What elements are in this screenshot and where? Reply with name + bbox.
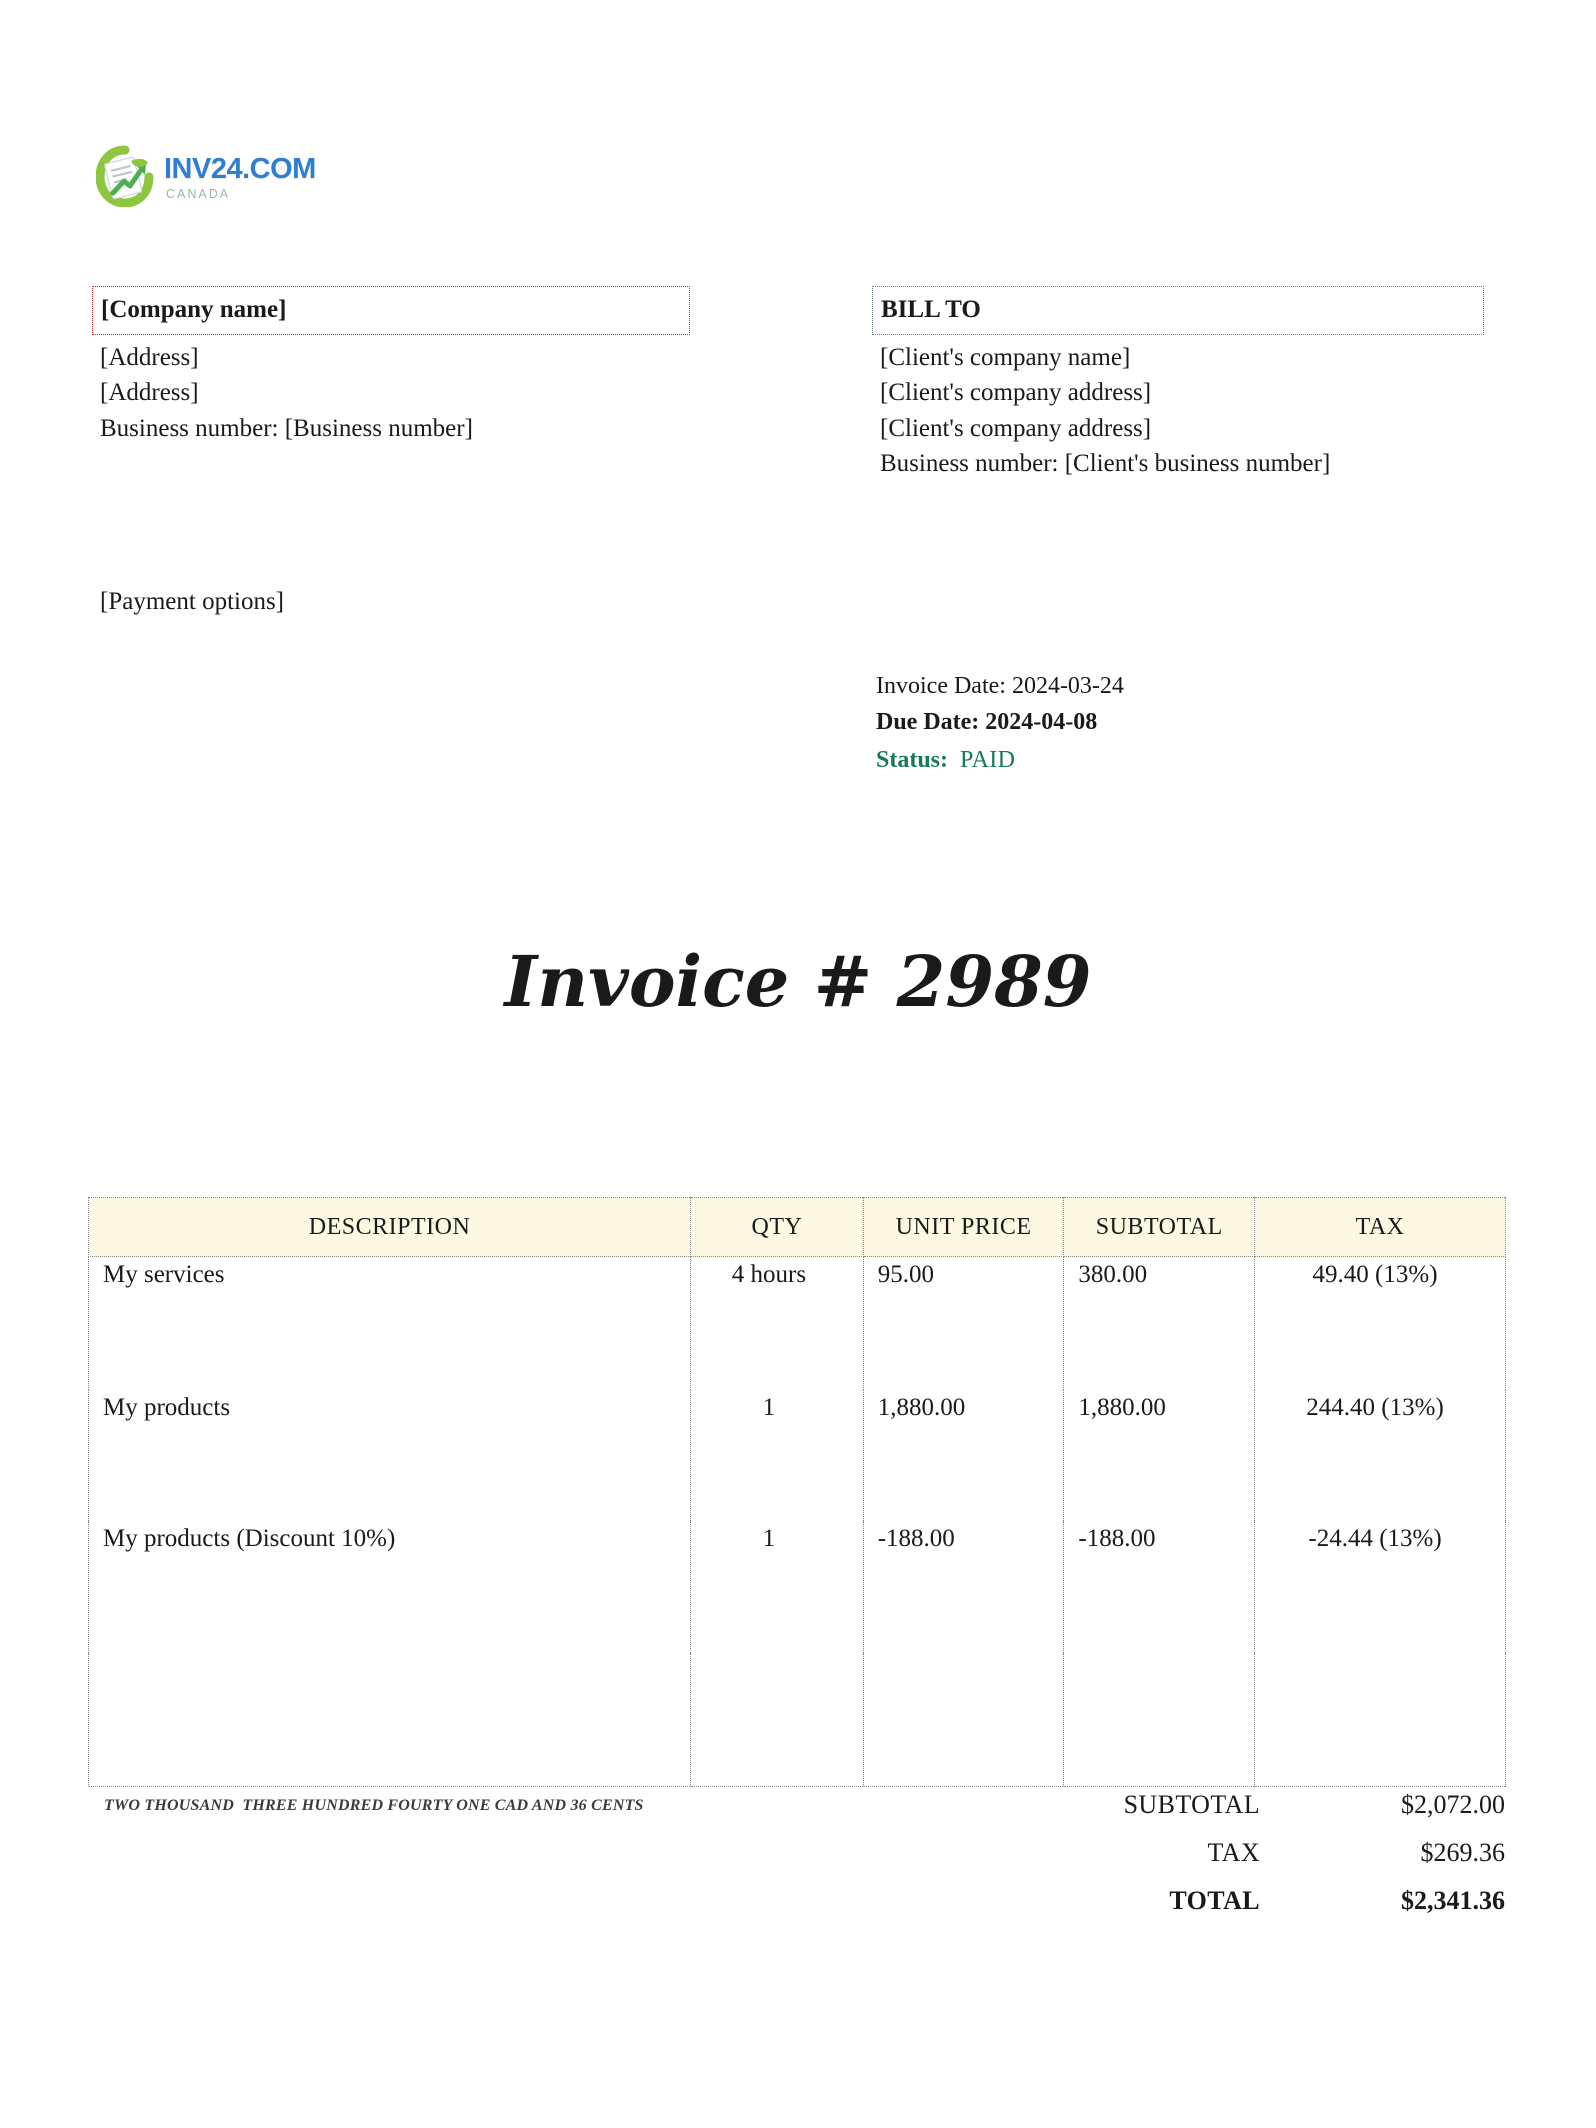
column-header-subtotal: SUBTOTAL	[1064, 1198, 1255, 1257]
column-header-unit-price: UNIT PRICE	[863, 1198, 1064, 1257]
cell-tax: 49.40 (13%)	[1255, 1257, 1506, 1390]
brand-logo[interactable]	[96, 145, 316, 207]
cell-subtotal: 1,880.00	[1064, 1390, 1255, 1522]
cell-tax: -24.44 (13%)	[1255, 1521, 1506, 1653]
bill-to-heading[interactable]: BILL TO	[872, 286, 1484, 335]
invoice-meta	[876, 668, 1124, 778]
cell-description: My products (Discount 10%)	[89, 1521, 691, 1653]
seller-block	[92, 286, 692, 446]
seller-address-line-1: [Address]	[100, 343, 199, 371]
cell-description: My services	[89, 1257, 691, 1390]
status-label: Status:	[876, 746, 949, 773]
amount-in-words: TWO THOUSAND THREE HUNDRED FOURTY ONE CAD AND 36 CENTS	[104, 1797, 644, 1814]
cell-description: My products	[89, 1390, 691, 1522]
buyer-company-name: [Client's company name]	[880, 343, 1131, 371]
brand-region: CANADA	[166, 187, 231, 202]
total-label: TOTAL	[1169, 1886, 1260, 1915]
cell-unit-price: 1,880.00	[863, 1390, 1064, 1522]
cell-qty: 4 hours	[691, 1257, 864, 1390]
column-header-qty: QTY	[691, 1198, 864, 1257]
cell-tax: 244.40 (13%)	[1255, 1390, 1506, 1522]
subtotal-label: SUBTOTAL	[1123, 1790, 1260, 1819]
status-value: PAID	[960, 746, 1016, 773]
seller-address-line-2: [Address]	[100, 379, 199, 406]
column-header-description: DESCRIPTION	[89, 1198, 691, 1257]
table-row	[89, 1390, 1506, 1522]
cell-subtotal: -188.00	[1064, 1521, 1255, 1653]
cell-unit-price: 95.00	[863, 1257, 1064, 1390]
tax-label: TAX	[1207, 1838, 1260, 1867]
buyer-address-line-1: [Client's company address]	[880, 379, 1152, 406]
empty-cell-subtotal	[1064, 1653, 1255, 1786]
total-value: $2,341.36	[1401, 1886, 1505, 1915]
totals-row-total	[1000, 1886, 1505, 1916]
brand-name: INV24.COM	[164, 153, 316, 186]
seller-company-name[interactable]: [Company name]	[92, 286, 690, 335]
subtotal-value: $2,072.00	[1401, 1790, 1505, 1819]
empty-cell-unit-price	[863, 1653, 1064, 1786]
table-header-row	[89, 1198, 1506, 1257]
invoice-date: Invoice Date: 2024-03-24	[876, 673, 1124, 699]
status-badge	[876, 742, 1124, 778]
empty-cell-qty	[691, 1653, 864, 1786]
totals-row-subtotal	[1000, 1790, 1505, 1820]
table-row	[89, 1257, 1506, 1390]
empty-cell-tax	[1255, 1653, 1506, 1786]
due-date: Due Date: 2024-04-08	[876, 709, 1098, 736]
inv24-logo-icon	[96, 145, 154, 207]
seller-business-number: Business number: [Business number]	[100, 414, 473, 442]
column-header-tax: TAX	[1255, 1198, 1506, 1257]
tax-value: $269.36	[1420, 1838, 1505, 1867]
brand-wordmark	[164, 151, 316, 201]
line-items-table	[88, 1197, 1506, 1787]
totals-row-tax	[1000, 1838, 1505, 1868]
payment-options[interactable]: [Payment options]	[100, 588, 285, 615]
cell-subtotal: 380.00	[1064, 1257, 1255, 1390]
cell-unit-price: -188.00	[863, 1521, 1064, 1653]
table-row	[89, 1521, 1506, 1653]
totals-block	[1000, 1790, 1505, 1934]
buyer-address-line-2: [Client's company address]	[880, 414, 1152, 442]
buyer-business-number: Business number: [Client's business number]	[880, 450, 1331, 477]
empty-cell-description	[89, 1653, 691, 1786]
table-empty-space	[89, 1653, 1506, 1786]
buyer-block	[872, 286, 1492, 482]
cell-qty: 1	[691, 1521, 864, 1653]
invoice-title: Invoice # 2989	[504, 940, 1092, 1023]
cell-qty: 1	[691, 1390, 864, 1522]
